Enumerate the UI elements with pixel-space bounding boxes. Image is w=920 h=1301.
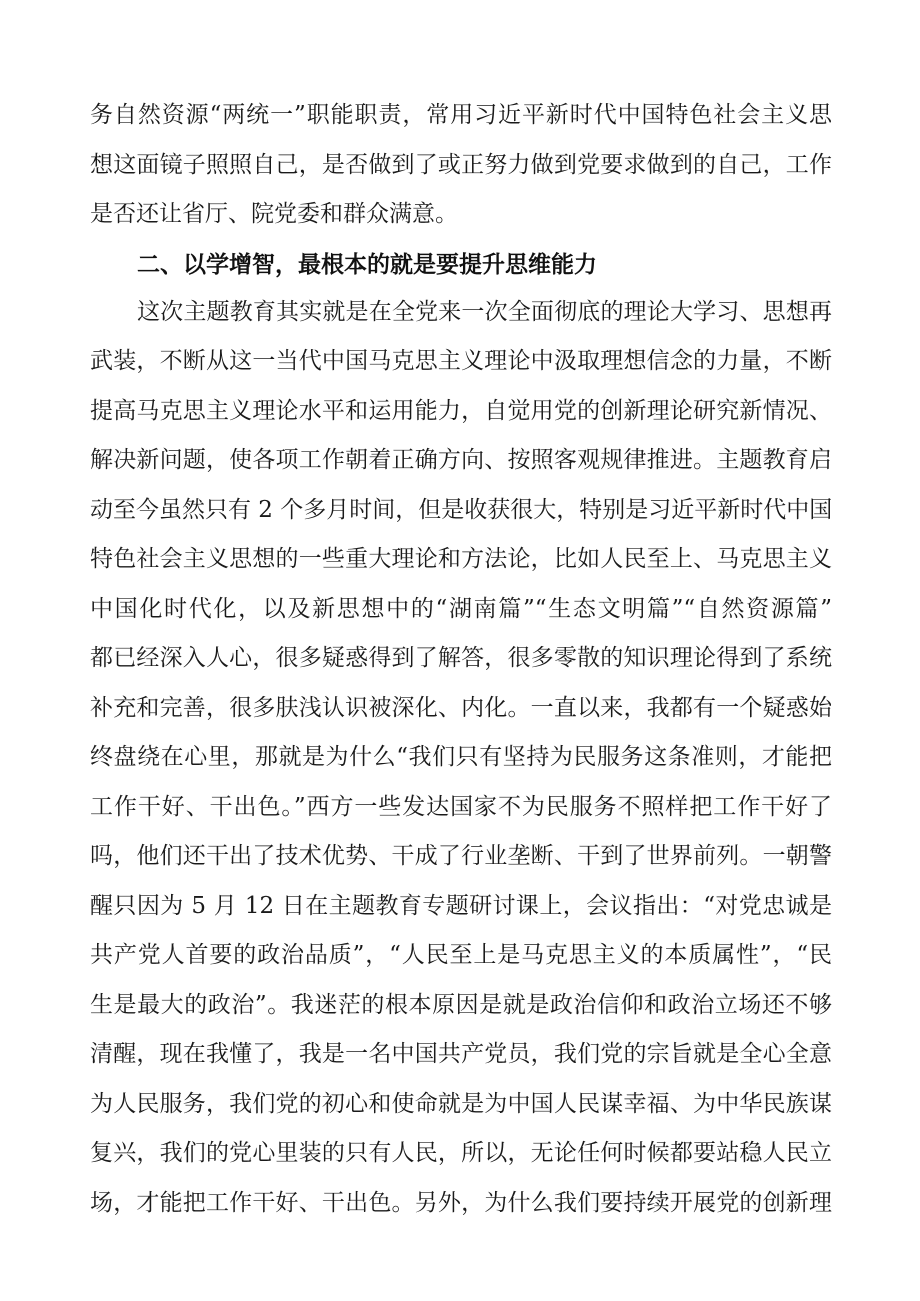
text-line: 特色社会主义思想的一些重大理论和方法论，比如人民至上、马克思主义 (90, 546, 832, 572)
text-line: 补充和完善，很多肤浅认识被深化、内化。一直以来，我都有一个疑惑始 (90, 695, 832, 721)
text-line: 工作干好、干出色。”西方一些发达国家不为民服务不照样把工作干好了 (90, 794, 832, 820)
text-line: 想这面镜子照照自己，是否做到了或正努力做到党要求做到的自己，工作 (90, 152, 832, 178)
text-line: 复兴，我们的党心里装的只有人民，所以，无论任何时候都要站稳人民立 (90, 1140, 832, 1166)
text-line: 解决新问题，使各项工作朝着正确方向、按照客观规律推进。主题教育启 (90, 447, 832, 473)
text-line: 为人民服务，我们党的初心和使命就是为中国人民谋幸福、为中华民族谋 (90, 1091, 832, 1117)
text-line: 中国化时代化，以及新思想中的“湖南篇”“生态文明篇”“自然资源篇” (90, 596, 832, 622)
text-line: 武装，不断从这一当代中国马克思主义理论中汲取理想信念的力量，不断 (90, 348, 832, 374)
text-line: 是否还让省厅、院党委和群众满意。 (90, 201, 458, 227)
text-line: 提高马克思主义理论水平和运用能力，自觉用党的创新理论研究新情况、 (90, 398, 832, 424)
text-line: 终盘绕在心里，那就是为什么“我们只有坚持为民服务这条准则，才能把 (90, 744, 832, 770)
text-line: 吗，他们还干出了技术优势、干成了行业垄断、干到了世界前列。一朝警 (90, 843, 832, 869)
text-line: 生是最大的政治”。我迷茫的根本原因是就是政治信仰和政治立场还不够 (90, 992, 832, 1018)
text-line: 醒只因为 5 月 12 日在主题教育专题研讨课上，会议指出：“对党忠诚是 (90, 893, 832, 919)
text-line: 清醒，现在我懂了，我是一名中国共产党员，我们党的宗旨就是全心全意 (90, 1041, 832, 1067)
section-heading: 二、以学增智，最根本的就是要提升思维能力 (137, 252, 597, 278)
text-line: 场，才能把工作干好、干出色。另外，为什么我们要持续开展党的创新理 (90, 1190, 832, 1216)
text-line: 务自然资源“两统一”职能职责，常用习近平新时代中国特色社会主义思 (90, 102, 832, 128)
text-line: 共产党人首要的政治品质”，“人民至上是马克思主义的本质属性”，“民 (90, 942, 832, 968)
text-line: 这次主题教育其实就是在全党来一次全面彻底的理论大学习、思想再 (137, 299, 832, 325)
text-line: 都已经深入人心，很多疑惑得到了解答，很多零散的知识理论得到了系统 (90, 645, 832, 671)
text-line: 动至今虽然只有 2 个多月时间，但是收获很大，特别是习近平新时代中国 (90, 497, 832, 523)
